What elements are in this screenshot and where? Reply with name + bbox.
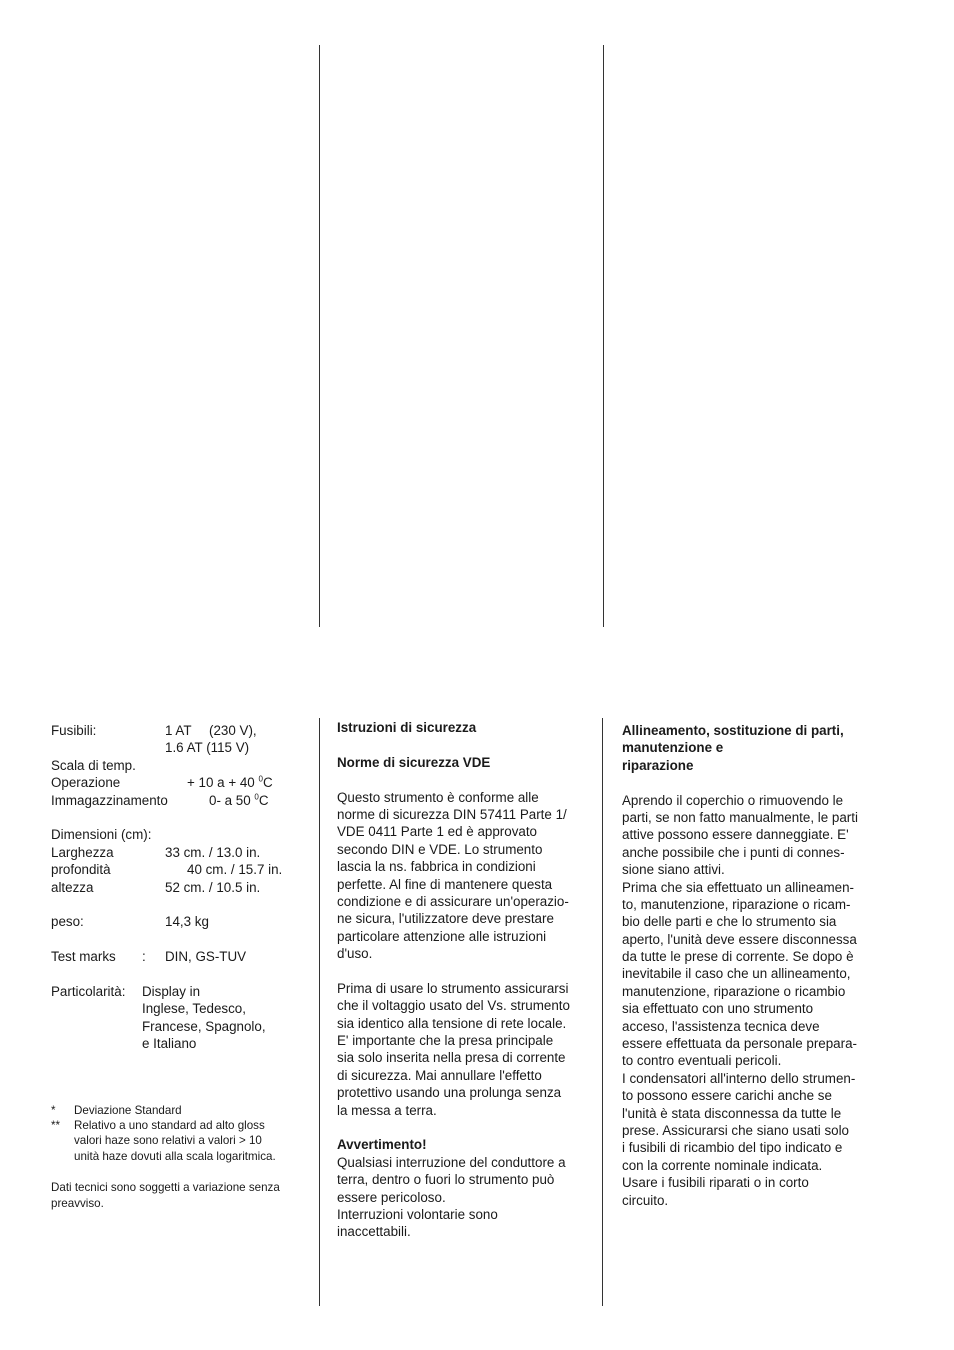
text-line: sia identico alla tensione di rete locale. — [337, 1015, 567, 1031]
fuses-row — [51, 722, 313, 739]
fuses-row-2 — [51, 739, 313, 756]
dimensions-heading: Dimensioni (cm): — [51, 827, 152, 843]
height-row — [51, 879, 313, 896]
dimensions-heading-row — [51, 826, 313, 843]
disclaimer-line — [51, 1180, 313, 1195]
features-row — [51, 1035, 313, 1052]
text-line: terra, dentro o fuori lo strumento può — [337, 1172, 555, 1188]
weight-label: peso: — [51, 914, 84, 930]
divider-top-right — [603, 45, 604, 627]
storage-row — [51, 792, 313, 809]
depth-value: 40 cm. / 15.7 in. — [187, 862, 283, 878]
fuses-value-1-note: (230 V), — [209, 723, 257, 738]
text-line: bio delle parti e che lo strumento sia — [622, 914, 837, 930]
footnote-2-line — [51, 1133, 313, 1148]
footnote-mark: ** — [51, 1119, 61, 1133]
safety-heading: Istruzioni di sicurezza — [337, 720, 477, 735]
text-line: la messa a terra. — [337, 1102, 437, 1118]
text-line: Prima di usare lo strumento assicurarsi — [337, 980, 569, 996]
text-line: to possono essere carichi anche se — [622, 1088, 832, 1104]
maintenance-heading-line: Allineamento, sostituzione di parti, — [622, 723, 844, 738]
temp-heading-row — [51, 757, 313, 774]
features-line: Francese, Spagnolo, — [142, 1018, 266, 1034]
text-line: inevitabile il caso che un allineamento, — [622, 966, 851, 982]
features-line: Display in — [142, 983, 201, 999]
text-line: di sicurezza. Mai annullare l'effetto — [337, 1067, 542, 1083]
text-line: norme di sicurezza DIN 57411 Parte 1/ — [337, 806, 567, 822]
text-line: da tutte le prese di corrente. Se dopo è — [622, 949, 854, 965]
divider-bottom-right — [602, 718, 603, 1306]
operation-label: Operazione — [51, 775, 121, 791]
footnote-text: Deviazione Standard — [74, 1104, 182, 1117]
width-label: Larghezza — [51, 844, 114, 860]
disclaimer-text: preavviso. — [51, 1196, 104, 1210]
text-line: circuito. — [622, 1192, 669, 1208]
footnote-text: Relativo a uno standard ad alto gloss — [74, 1119, 265, 1133]
text-line: d'uso. — [337, 946, 373, 962]
testmarks-row — [51, 948, 313, 965]
text-line: to contro eventuali pericoli. — [622, 1053, 782, 1069]
text-line: anche possibile che i punti di connes- — [622, 844, 845, 860]
depth-row — [51, 861, 313, 878]
text-line: manutenzione, riparazione o ricambio — [622, 983, 846, 999]
features-row — [51, 1018, 313, 1035]
text-line: Qualsiasi interruzione del conduttore a — [337, 1154, 566, 1170]
height-value: 52 cm. / 10.5 in. — [165, 879, 261, 895]
fuses-label: Fusibili: — [51, 723, 97, 738]
divider-bottom-left — [319, 718, 320, 1306]
text-line: essere effettuata da personale prepara- — [622, 1036, 857, 1052]
divider-top-left — [319, 45, 320, 627]
text-line: sia effettuato con uno strumento — [622, 1001, 814, 1017]
text-line: perfette. Al fine di mantenere questa — [337, 876, 553, 892]
testmarks-value: DIN, GS-TUV — [165, 949, 247, 965]
disclaimer-line — [51, 1196, 313, 1211]
warning-paragraph — [337, 1154, 597, 1241]
safety-subheading: Norme di sicurezza VDE — [337, 754, 491, 770]
storage-value: 0- a 50 $^0$C — [209, 792, 269, 808]
text-line: ne sicura, l'utilizzatore deve prestare — [337, 911, 554, 927]
height-label: altezza — [51, 879, 94, 895]
text-line: Interruzioni volontarie sono — [337, 1206, 498, 1222]
text-line: Aprendo il coperchio o rimuovendo le — [622, 792, 844, 808]
features-line: e Italiano — [142, 1036, 197, 1052]
footnote-2 — [51, 1118, 313, 1133]
safety-paragraph-1 — [337, 789, 597, 963]
text-line: Questo strumento è conforme alle — [337, 789, 539, 805]
depth-label: profondità — [51, 862, 111, 878]
text-line: aperto, l'unità deve essere disconnessa — [622, 931, 857, 947]
text-line: particolare attenzione alle istruzioni — [337, 928, 547, 944]
storage-label: Immagazzinamento — [51, 792, 168, 808]
maintenance-body — [622, 792, 888, 1209]
specs-column — [51, 722, 313, 1052]
testmarks-label: Test marks — [51, 949, 116, 965]
footnote-mark: * — [51, 1104, 56, 1117]
text-line: I condensatori all'interno dello strumen- — [622, 1070, 856, 1086]
width-value: 33 cm. / 13.0 in. — [165, 844, 261, 860]
fuses-value-2: 1.6 AT (115 V) — [165, 740, 250, 756]
safety-paragraph-2 — [337, 980, 597, 1119]
text-line: to, manutenzione, riparazione o ricam- — [622, 896, 851, 912]
text-line: protettivo usando una prolunga senza — [337, 1085, 562, 1101]
text-line: sione siano attivi. — [622, 862, 725, 878]
footnote-text: unità haze dovuti alla scala logaritmica. — [74, 1149, 276, 1163]
operation-value: + 10 a + 40 $^0$C — [187, 774, 273, 791]
text-line: sia solo inserita nella presa di corrente — [337, 1050, 566, 1066]
text-line: condizione e di assicurare un'operazio- — [337, 893, 569, 909]
features-row — [51, 1000, 313, 1017]
fuses-value-1: 1 AT — [165, 723, 192, 738]
features-row — [51, 983, 313, 1000]
weight-row — [51, 913, 313, 930]
text-line: con la corrente nominale indicata. — [622, 1157, 823, 1173]
text-line: attive possono essere danneggiate. E' — [622, 827, 849, 843]
disclaimer-text: Dati tecnici sono soggetti a variazione senza — [51, 1181, 280, 1195]
text-line: acceso, l'assistenza tecnica deve — [622, 1018, 820, 1034]
text-line: Prima che sia effettuato un allineamen- — [622, 879, 854, 895]
testmarks-colon: : — [142, 949, 146, 965]
text-line: VDE 0411 Parte 1 ed è approvato — [337, 824, 538, 840]
text-line: i fusibili di ricambio del tipo indicato e — [622, 1140, 843, 1156]
features-line: Inglese, Tedesco, — [142, 1001, 246, 1017]
footnote-text: valori haze sono relativi a valori > 10 — [74, 1134, 262, 1148]
text-line: inaccettabili. — [337, 1224, 411, 1240]
temp-heading: Scala di temp. — [51, 757, 136, 773]
text-line: secondo DIN e VDE. Lo strumento — [337, 841, 543, 857]
text-line: essere pericoloso. — [337, 1189, 446, 1205]
maintenance-heading-line: riparazione — [622, 757, 694, 773]
text-line: che il voltaggio usato del Vs. strumento — [337, 998, 570, 1014]
text-line: Usare i fusibili riparati o in corto — [622, 1175, 809, 1191]
footnote-1 — [51, 1103, 313, 1118]
text-line: prese. Assicurarsi che siano usati solo — [622, 1122, 850, 1138]
text-line: parti, se non fatto manualmente, le parti — [622, 809, 858, 825]
text-line: l'unità è stata disconnessa da tutte le — [622, 1105, 842, 1121]
maintenance-heading-line: manutenzione e — [622, 740, 724, 756]
maintenance-column — [622, 722, 888, 1209]
operation-row — [51, 774, 313, 791]
text-line: lascia la ns. fabbrica in condizioni — [337, 859, 536, 875]
safety-column — [337, 719, 597, 1241]
footnote-2-line — [51, 1149, 313, 1164]
warning-heading: Avvertimento! — [337, 1137, 427, 1153]
width-row — [51, 844, 313, 861]
text-line: E' importante che la presa principale — [337, 1033, 554, 1049]
features-label: Particolarità: — [51, 983, 126, 999]
weight-value: 14,3 kg — [165, 914, 209, 930]
footnotes — [51, 1103, 313, 1211]
